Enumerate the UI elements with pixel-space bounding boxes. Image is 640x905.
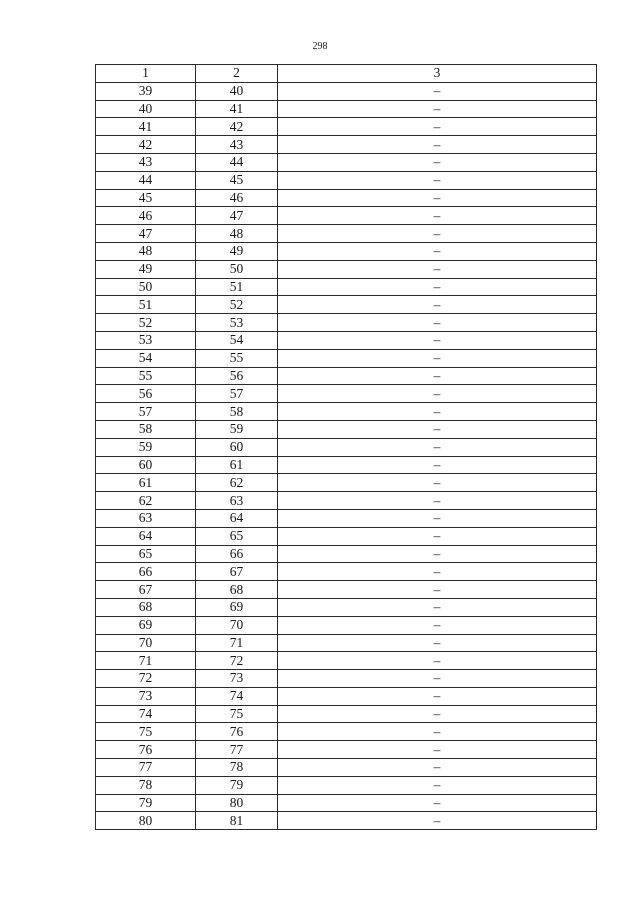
table-cell-col-3: – — [278, 118, 597, 136]
table-cell-col-2: 50 — [196, 260, 278, 278]
table-cell-col-3: – — [278, 438, 597, 456]
table-row — [96, 438, 597, 456]
table-cell-col-1: 46 — [96, 207, 196, 225]
table-cell-col-1: 70 — [96, 634, 196, 652]
table-body — [96, 82, 597, 829]
table-cell-col-2: 77 — [196, 741, 278, 759]
table-cell-col-2: 41 — [196, 100, 278, 118]
table-cell-col-1: 50 — [96, 278, 196, 296]
table-row — [96, 136, 597, 154]
table-row — [96, 207, 597, 225]
table-cell-col-1: 51 — [96, 296, 196, 314]
table-cell-col-3: – — [278, 296, 597, 314]
table-row — [96, 670, 597, 688]
page-number: 298 — [312, 41, 328, 52]
table-cell-col-2: 70 — [196, 616, 278, 634]
table-cell-col-1: 55 — [96, 367, 196, 385]
table-cell-col-2: 73 — [196, 670, 278, 688]
table-cell-col-2: 81 — [196, 812, 278, 830]
table-cell-col-2: 64 — [196, 509, 278, 527]
table-cell-col-3: – — [278, 331, 597, 349]
table-cell-col-2: 51 — [196, 278, 278, 296]
table-cell-col-2: 60 — [196, 438, 278, 456]
column-header-1: 1 — [96, 65, 196, 83]
table-row — [96, 314, 597, 332]
table-cell-col-3: – — [278, 794, 597, 812]
table-cell-col-2: 74 — [196, 687, 278, 705]
table-cell-col-1: 49 — [96, 260, 196, 278]
table-row — [96, 563, 597, 581]
table-cell-col-1: 80 — [96, 812, 196, 830]
table-cell-col-1: 64 — [96, 527, 196, 545]
table-cell-col-3: – — [278, 456, 597, 474]
table-cell-col-1: 73 — [96, 687, 196, 705]
table-cell-col-1: 67 — [96, 581, 196, 599]
table-cell-col-1: 58 — [96, 420, 196, 438]
table-row — [96, 705, 597, 723]
table-cell-col-3: – — [278, 420, 597, 438]
table-row — [96, 634, 597, 652]
table-cell-col-2: 79 — [196, 776, 278, 794]
table-row — [96, 242, 597, 260]
table-cell-col-2: 53 — [196, 314, 278, 332]
table-cell-col-1: 78 — [96, 776, 196, 794]
table-header — [96, 65, 597, 83]
table-row — [96, 652, 597, 670]
table-row — [96, 385, 597, 403]
table-row — [96, 794, 597, 812]
table-cell-col-2: 76 — [196, 723, 278, 741]
table-cell-col-3: – — [278, 474, 597, 492]
table-row — [96, 687, 597, 705]
table-cell-col-3: – — [278, 670, 597, 688]
table-cell-col-2: 44 — [196, 153, 278, 171]
table-row — [96, 723, 597, 741]
table-cell-col-1: 76 — [96, 741, 196, 759]
table-cell-col-3: – — [278, 171, 597, 189]
table-cell-col-1: 62 — [96, 492, 196, 510]
table-cell-col-1: 66 — [96, 563, 196, 581]
table-cell-col-1: 56 — [96, 385, 196, 403]
table-cell-col-2: 67 — [196, 563, 278, 581]
table-row — [96, 367, 597, 385]
table-cell-col-3: – — [278, 652, 597, 670]
table-cell-col-2: 63 — [196, 492, 278, 510]
table-row — [96, 741, 597, 759]
table-cell-col-3: – — [278, 545, 597, 563]
table-cell-col-1: 54 — [96, 349, 196, 367]
table-cell-col-2: 40 — [196, 82, 278, 100]
table-cell-col-2: 58 — [196, 403, 278, 421]
table-cell-col-3: – — [278, 759, 597, 777]
table-cell-col-2: 75 — [196, 705, 278, 723]
table-cell-col-3: – — [278, 136, 597, 154]
table-cell-col-1: 63 — [96, 509, 196, 527]
table-cell-col-3: – — [278, 492, 597, 510]
table-cell-col-2: 78 — [196, 759, 278, 777]
table-cell-col-3: – — [278, 189, 597, 207]
table-cell-col-3: – — [278, 812, 597, 830]
table-row — [96, 598, 597, 616]
table-row — [96, 153, 597, 171]
table-cell-col-3: – — [278, 314, 597, 332]
table-row — [96, 100, 597, 118]
table-cell-col-2: 80 — [196, 794, 278, 812]
table-cell-col-3: – — [278, 349, 597, 367]
table-cell-col-2: 48 — [196, 225, 278, 243]
table-cell-col-2: 56 — [196, 367, 278, 385]
table-row — [96, 527, 597, 545]
table-cell-col-3: – — [278, 509, 597, 527]
table-cell-col-2: 55 — [196, 349, 278, 367]
table-cell-col-3: – — [278, 385, 597, 403]
table-row — [96, 616, 597, 634]
table-cell-col-3: – — [278, 367, 597, 385]
table-cell-col-3: – — [278, 687, 597, 705]
table-cell-col-1: 52 — [96, 314, 196, 332]
table-cell-col-1: 42 — [96, 136, 196, 154]
table-cell-col-2: 45 — [196, 171, 278, 189]
table-cell-col-2: 52 — [196, 296, 278, 314]
table-row — [96, 812, 597, 830]
table-row — [96, 225, 597, 243]
table-cell-col-3: – — [278, 527, 597, 545]
table-cell-col-3: – — [278, 207, 597, 225]
table-cell-col-1: 57 — [96, 403, 196, 421]
table-cell-col-2: 68 — [196, 581, 278, 599]
table-cell-col-2: 57 — [196, 385, 278, 403]
column-header-2: 2 — [196, 65, 278, 83]
table-cell-col-2: 71 — [196, 634, 278, 652]
table-row — [96, 759, 597, 777]
table-cell-col-2: 62 — [196, 474, 278, 492]
table-cell-col-1: 44 — [96, 171, 196, 189]
table-cell-col-1: 48 — [96, 242, 196, 260]
table-row — [96, 171, 597, 189]
table-cell-col-3: – — [278, 278, 597, 296]
table-row — [96, 545, 597, 563]
table-cell-col-1: 59 — [96, 438, 196, 456]
table-cell-col-2: 65 — [196, 527, 278, 545]
table-cell-col-3: – — [278, 242, 597, 260]
table-cell-col-1: 45 — [96, 189, 196, 207]
table-row — [96, 118, 597, 136]
table-cell-col-3: – — [278, 616, 597, 634]
table-cell-col-3: – — [278, 776, 597, 794]
table-cell-col-1: 75 — [96, 723, 196, 741]
table-cell-col-2: 61 — [196, 456, 278, 474]
table-cell-col-1: 69 — [96, 616, 196, 634]
table-cell-col-1: 61 — [96, 474, 196, 492]
table-cell-col-2: 72 — [196, 652, 278, 670]
table-cell-col-3: – — [278, 82, 597, 100]
table-cell-col-2: 43 — [196, 136, 278, 154]
table-cell-col-1: 39 — [96, 82, 196, 100]
table-cell-col-2: 69 — [196, 598, 278, 616]
table-row — [96, 420, 597, 438]
table-cell-col-1: 43 — [96, 153, 196, 171]
table-cell-col-3: – — [278, 153, 597, 171]
table-cell-col-3: – — [278, 634, 597, 652]
table-row — [96, 776, 597, 794]
table-cell-col-3: – — [278, 723, 597, 741]
table-row — [96, 492, 597, 510]
table-cell-col-3: – — [278, 563, 597, 581]
table-cell-col-1: 72 — [96, 670, 196, 688]
table-cell-col-1: 77 — [96, 759, 196, 777]
table-cell-col-1: 47 — [96, 225, 196, 243]
table-row — [96, 189, 597, 207]
table-cell-col-1: 53 — [96, 331, 196, 349]
data-table — [95, 64, 597, 830]
table-cell-col-3: – — [278, 100, 597, 118]
table-cell-col-2: 47 — [196, 207, 278, 225]
table-cell-col-1: 79 — [96, 794, 196, 812]
table-cell-col-1: 40 — [96, 100, 196, 118]
table-cell-col-3: – — [278, 225, 597, 243]
table-cell-col-3: – — [278, 403, 597, 421]
table-cell-col-2: 59 — [196, 420, 278, 438]
table-row — [96, 456, 597, 474]
table-cell-col-3: – — [278, 705, 597, 723]
table-row — [96, 581, 597, 599]
table-row — [96, 403, 597, 421]
table-cell-col-2: 46 — [196, 189, 278, 207]
table-row — [96, 260, 597, 278]
table-cell-col-1: 41 — [96, 118, 196, 136]
table-cell-col-2: 49 — [196, 242, 278, 260]
table-cell-col-1: 74 — [96, 705, 196, 723]
table-row — [96, 349, 597, 367]
table-cell-col-1: 65 — [96, 545, 196, 563]
table-row — [96, 331, 597, 349]
table-row — [96, 82, 597, 100]
table-cell-col-2: 66 — [196, 545, 278, 563]
table-cell-col-3: – — [278, 260, 597, 278]
table-cell-col-3: – — [278, 581, 597, 599]
table-cell-col-3: – — [278, 741, 597, 759]
table-cell-col-1: 60 — [96, 456, 196, 474]
table-cell-col-1: 68 — [96, 598, 196, 616]
column-header-3: 3 — [278, 65, 597, 83]
table-cell-col-1: 71 — [96, 652, 196, 670]
table-cell-col-3: – — [278, 598, 597, 616]
table-cell-col-2: 42 — [196, 118, 278, 136]
table-row — [96, 474, 597, 492]
table-cell-col-2: 54 — [196, 331, 278, 349]
table-row — [96, 296, 597, 314]
table-row — [96, 509, 597, 527]
header-row — [96, 65, 597, 83]
table-row — [96, 278, 597, 296]
